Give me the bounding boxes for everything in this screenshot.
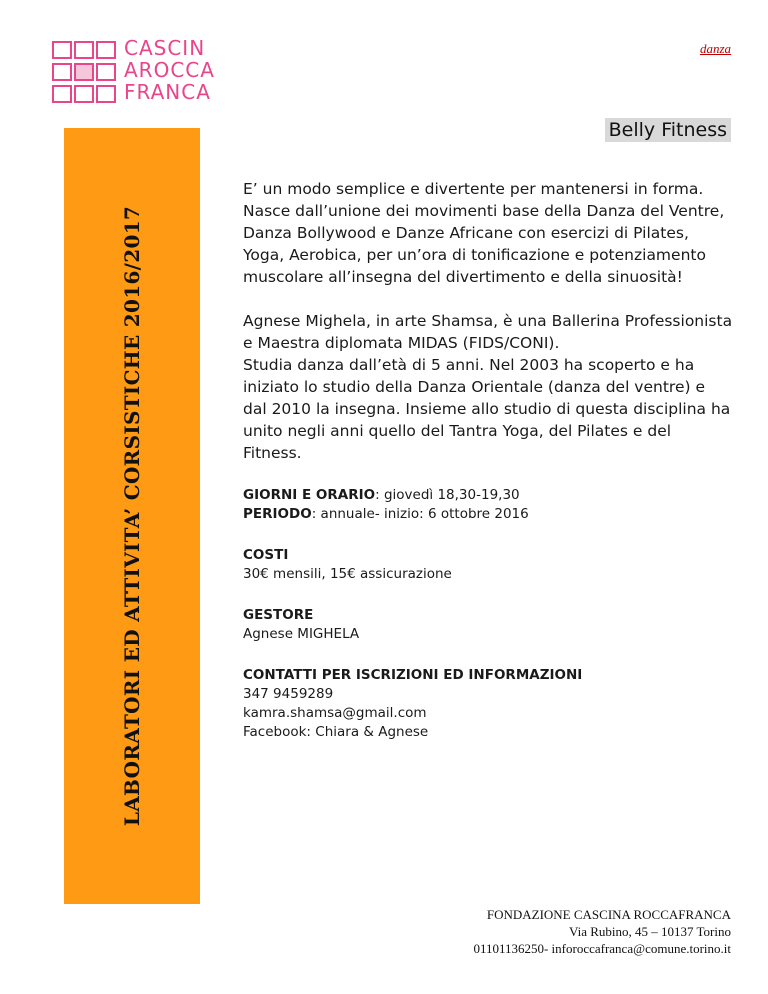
contact-phone: 347 9459289 [243, 686, 334, 702]
manager-label: GESTORE [243, 607, 314, 623]
footer [473, 906, 731, 957]
costs-value: 30€ mensili, 15€ assicurazione [243, 566, 452, 582]
bio-paragraph-1: Agnese Mighela, in arte Shamsa, è una Ballerina Professionista e Maestra diplomata MIDAS (FIDS/CONI). [243, 312, 733, 352]
sidebar-banner [64, 128, 200, 904]
contacts-label: CONTATTI PER ISCRIZIONI ED INFORMAZIONI [243, 667, 583, 683]
intro-paragraph-2: Nasce dall’unione dei movimenti base della Danza del Ventre, Danza Bollywood e Danze Africane con esercizi di Pilates, Yoga, Aerobica, per un’ora di tonificazione e potenziamento muscolare all’insegna del divertimento e della sinuosità! [243, 202, 725, 286]
organization-logo [52, 37, 222, 105]
intro-paragraph-1: E’ un modo semplice e divertente per mantenersi in forma. [243, 180, 704, 198]
footer-org: FONDAZIONE CASCINA ROCCAFRANCA [486, 907, 731, 922]
contact-email: kamra.shamsa@gmail.com [243, 705, 427, 721]
logo-line-1: CASCIN [124, 36, 206, 60]
bio-paragraph-2: Studia danza dall’età di 5 anni. Nel 2003 ha scoperto e ha iniziato lo studio della Danza Orientale (danza del ventre) e dal 2010 la insegna. Insieme allo studio di questa disciplina ha unito negli anni quello del Tantra Yoga, del Pilates e del Fitness. [243, 356, 731, 462]
sidebar-vertical-label: LABORATORI ED ATTIVITA’ CORSISTICHE 2016/2017 [120, 205, 144, 827]
category-link[interactable]: danza [699, 41, 731, 56]
contacts-section [243, 666, 733, 742]
main-content [243, 178, 733, 742]
logo-line-2: AROCCA [124, 58, 215, 82]
logo-text [124, 37, 215, 103]
footer-address: Via Rubino, 45 – 10137 Torino [568, 924, 731, 939]
contact-facebook: Facebook: Chiara & Agnese [243, 724, 429, 740]
cascina-roccafranca-grid-logo-icon [52, 41, 118, 103]
schedule-value: : giovedì 18,30-19,30 [375, 487, 520, 503]
manager-value: Agnese MIGHELA [243, 626, 360, 642]
period-value: : annuale- inizio: 6 ottobre 2016 [311, 506, 529, 522]
costs-section [243, 546, 733, 584]
page-title: Belly Fitness [605, 118, 731, 142]
logo-line-3: FRANCA [124, 80, 211, 104]
costs-label: COSTI [243, 547, 289, 563]
footer-contact: 01101136250- inforoccafranca@comune.torino.it [473, 941, 731, 956]
manager-section [243, 606, 733, 644]
schedule-label: GIORNI E ORARIO [243, 487, 376, 503]
period-label: PERIODO [243, 506, 312, 522]
schedule-section [243, 486, 733, 524]
